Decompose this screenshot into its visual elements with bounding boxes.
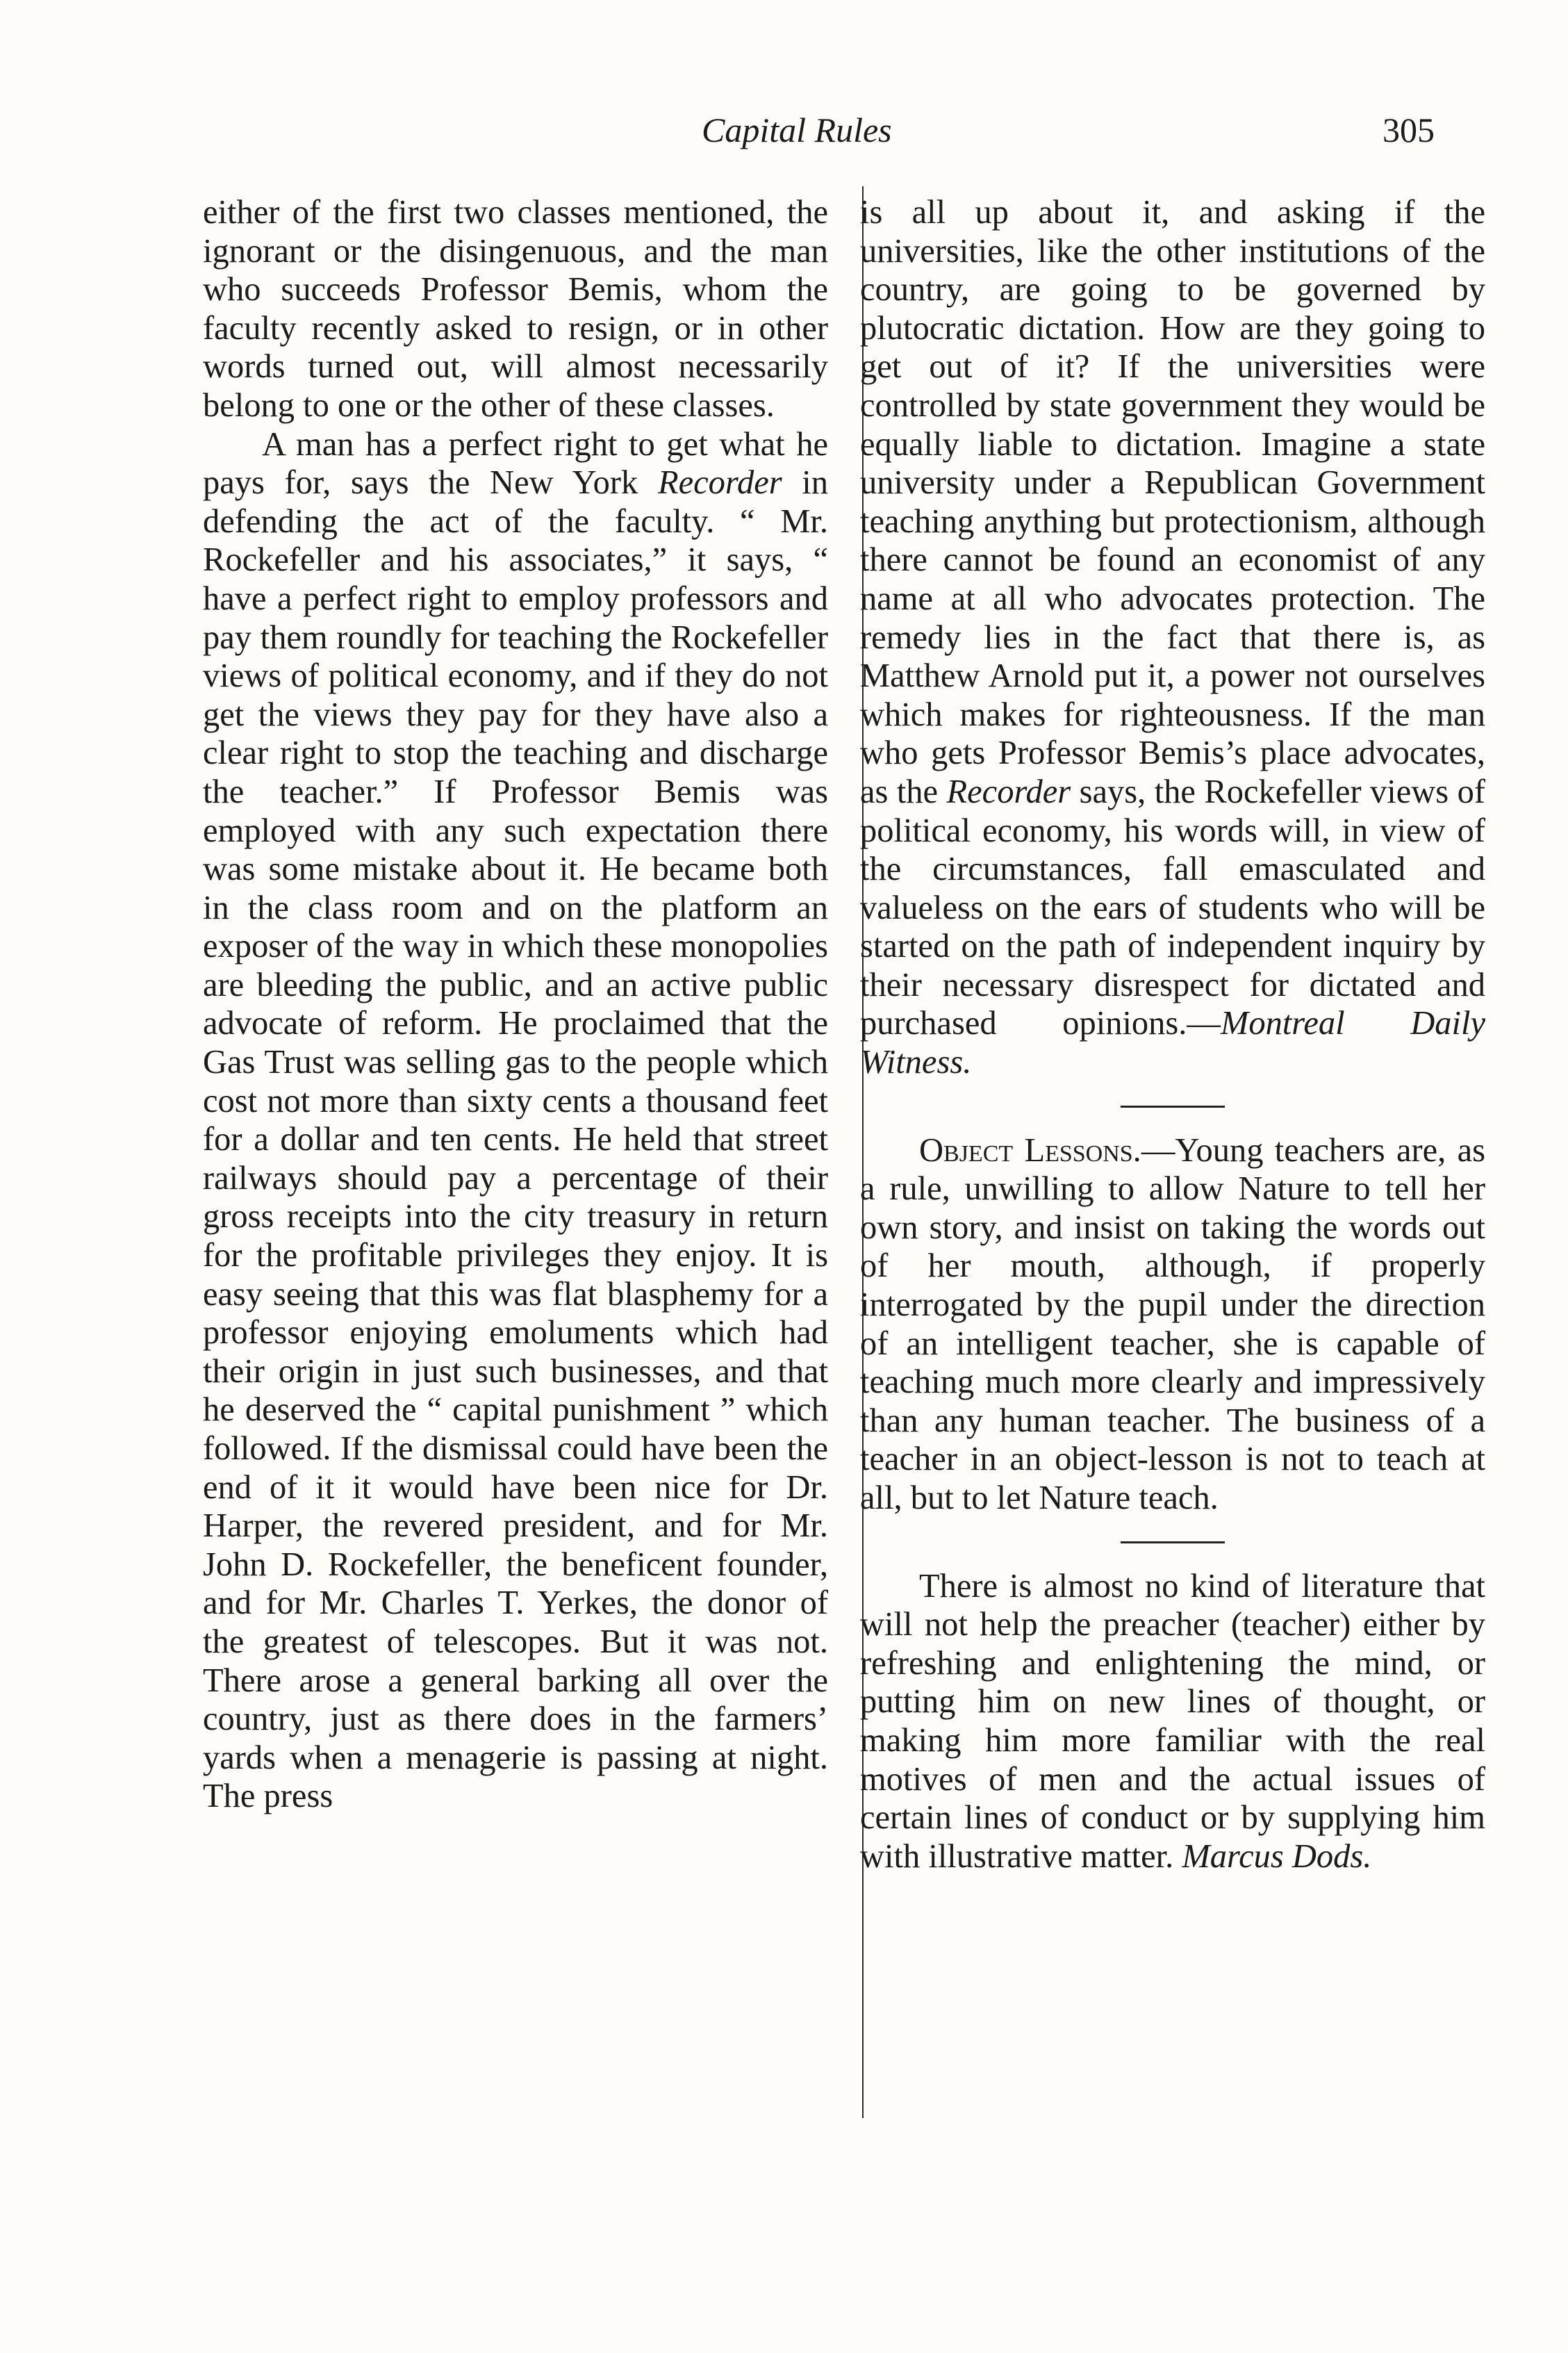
section-separator: [1121, 1106, 1225, 1108]
left-paragraph-2: [203, 425, 828, 1816]
recorder-title: Recorder: [946, 773, 1071, 810]
object-lessons-text: —Young teachers are, as a rule, unwilling to allow Nature to tell her own story, and insist on taking the words out of her mouth, although, if properly interrogated by the pupil under the direction of an intelligent teacher, she is capable of teaching much more clearly and impressively than any human teacher. The business of a teacher in an object-lesson is not to teach at all, but to let Nature teach.: [860, 1131, 1485, 1516]
source-attribution: Marcus Dods.: [1182, 1837, 1372, 1875]
page-header: [0, 104, 1568, 160]
right-paragraph-1-rest: says, the Rockefeller views of political economy, his words will, in view of the circumstances, fall emasculated and valueless on the ears of students who will be started on the path of independent inquiry by their necessary disrespect for dictated and purchased opinions.—: [860, 773, 1486, 1042]
right-paragraph-1: [860, 193, 1485, 1082]
object-lessons-heading: Object Lessons.: [919, 1131, 1141, 1169]
literature-paragraph: [860, 1567, 1485, 1876]
left-paragraph-1: either of the first two classes mentioned, the ignorant or the disingenuous, and the man who succeeds Professor Bemis, whom the faculty recently asked to resign, or in other words turned out, will almost necessarily belong to one or the other of these classes.: [203, 194, 828, 424]
left-paragraph-2-start: A man has a perfect right to get what he pays for, says the New York: [203, 425, 828, 502]
literature-text: There is almost no kind of literature that will not help the preacher (teacher) either by refreshing and enlightening the mind, or putting him on new lines of thought, or making him more familiar with the real motives of men and the actual issues of certain lines of conduct or by supplying him with illustrative matter.: [860, 1567, 1485, 1875]
right-paragraph-1-start: is all up about it, and asking if the universities, like the other institutions of the country, are going to be governed by plutocratic dictation. How are they going to get out of it? If the universities were controlled by state government they would be equally liable to dictation. Imagine a state university under a Republican Government teaching anything but protectionism, although there cannot be found an economist of any name at all who advocates protection. The remedy lies in the fact that there is, as Matthew Arnold put it, a power not ourselves which makes for righteousness. If the man who gets Professor Bemis’s place advocates, as the: [860, 194, 1485, 810]
object-lessons-paragraph: [860, 1131, 1485, 1518]
left-column: [203, 193, 828, 1816]
right-column: [860, 193, 1485, 1876]
page-number: 305: [1383, 110, 1435, 149]
section-separator: [1121, 1541, 1225, 1543]
recorder-title: Recorder: [657, 464, 782, 502]
source-attribution: Montreal Daily Witness.: [860, 1005, 1485, 1081]
left-paragraph-2-rest: in defending the act of the faculty. “ Mr. Rockefeller and his associates,” it says, “ have a perfect right to employ professors and pay them roundly for teaching the Rockefeller views of political economy, and if they do not get the views they pay for they have also a clear right to stop the teaching and discharge the teacher.” If Professor Bemis was employed with any such expectation there was some mistake about it. He became both in the class room and on the platform an exposer of the way in which these monopolies are bleeding the public, and an active public advocate of reform. He proclaimed that the Gas Trust was selling gas to the people which cost not more than sixty cents a thousand feet for a dollar and ten cents. He held that street railways should pay a percentage of their gross receipts into the city treasury in return for the profitable privileges they enjoy. It is easy seeing that this was flat blasphemy for a professor enjoying emoluments which had their origin in just such businesses, and that he deserved the “ capital punishment ” which followed. If the dismissal could have been the end of it it would have been nice for Dr. Harper, the revered president, and for Mr. John D. Rockefeller, the beneficent founder, and for Mr. Charles T. Yerkes, the donor of the greatest of telescopes. But it was not. There arose a general barking all over the country, just as there does in the farmers’ yards when a menagerie is passing at night. The press: [203, 464, 828, 1815]
running-title: Capital Rules: [702, 110, 892, 149]
